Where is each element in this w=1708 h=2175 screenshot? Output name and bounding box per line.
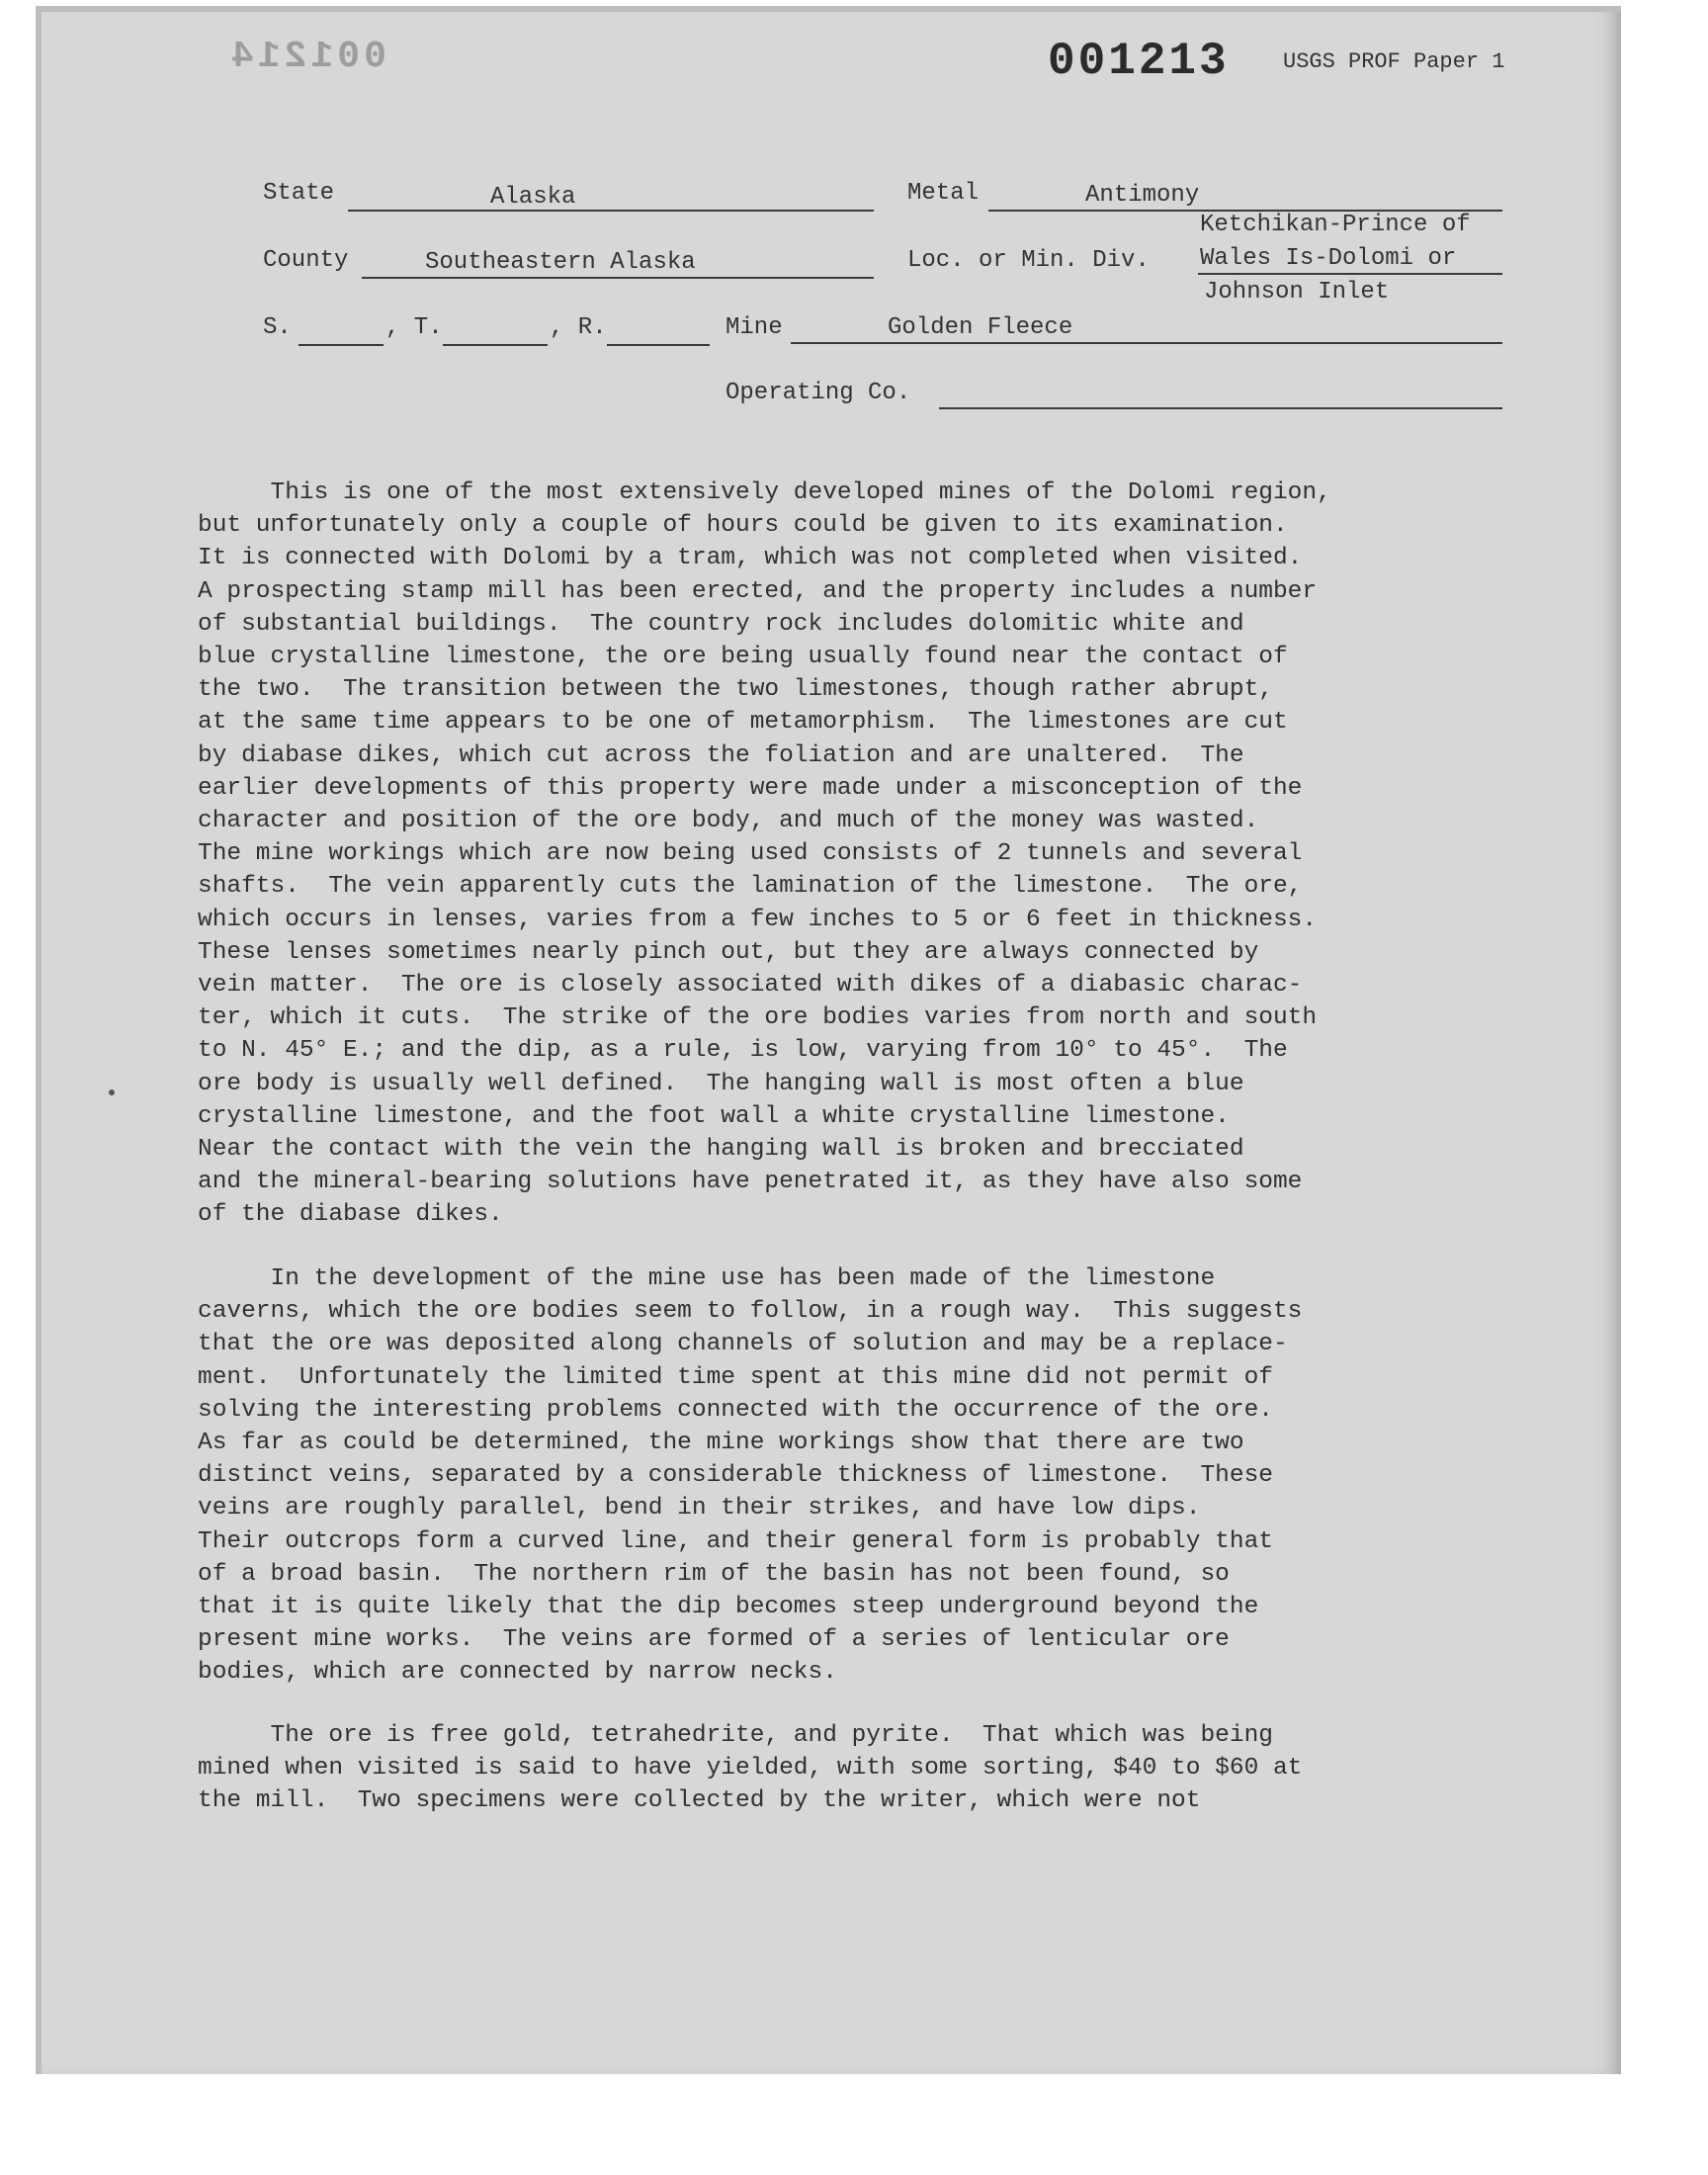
text-line: These lenses sometimes nearly pinch out, but they are always connected by <box>198 938 1259 966</box>
text-line: that it is quite likely that the dip becomes steep underground beyond the <box>198 1594 1259 1620</box>
operating-co-label: Operating Co. <box>726 380 911 406</box>
text-line: ter, which it cuts. The strike of the ore bodies varies from north and south <box>198 1004 1318 1032</box>
county-label: County <box>263 247 349 274</box>
text-line: This is one of the most extensively developed mines of the Dolomi region, <box>198 479 1331 506</box>
text-line: vein matter. The ore is closely associated with dikes of a diabasic charac- <box>198 972 1303 999</box>
range-label: , R. <box>550 314 607 341</box>
text-line: that the ore was deposited along channels of solution and may be a replace- <box>198 1331 1288 1358</box>
range-field-line <box>607 344 710 346</box>
text-line: The mine workings which are now being used consists of 2 tunnels and several <box>198 840 1303 868</box>
text-line: of a broad basin. The northern rim of the basin has not been found, so <box>198 1560 1230 1588</box>
text-line: solving the interesting problems connected with the occurrence of the ore. <box>198 1396 1273 1424</box>
text-line: character and position of the ore body, and much of the money was wasted. <box>198 808 1259 834</box>
text-line: which occurs in lenses, varies from a few inches to 5 or 6 feet in thickness. <box>198 906 1318 933</box>
state-value: Alaska <box>490 184 576 211</box>
text-line: It is connected with Dolomi by a tram, which was not completed when visited. <box>198 545 1303 572</box>
section-label: S. <box>263 314 292 341</box>
text-line: caverns, which the ore bodies seem to follow, in a rough way. This suggests <box>198 1298 1303 1326</box>
text-line: of the diabase dikes. <box>198 1201 503 1229</box>
text-line: to N. 45° E.; and the dip, as a rule, is low, varying from 10° to 45°. The <box>198 1037 1288 1065</box>
text-line: by diabase dikes, which cut across the foliation and are unaltered. The <box>198 741 1244 769</box>
text-line: The ore is free gold, tetrahedrite, and pyrite. That which was being <box>198 1722 1273 1749</box>
text-line: As far as could be determined, the mine workings show that there are two <box>198 1430 1244 1456</box>
text-line: mined when visited is said to have yielded, with some sorting, $40 to $60 at <box>198 1755 1303 1783</box>
mine-field-line <box>791 342 1502 344</box>
text-line: distinct veins, separated by a considerable thickness of limestone. These <box>198 1462 1273 1490</box>
county-value: Southeastern Alaska <box>425 249 696 276</box>
text-line: at the same time appears to be one of metamorphism. The limestones are cut <box>198 709 1288 737</box>
text-line: In the development of the mine use has been made of the limestone <box>198 1265 1216 1292</box>
section-field-line <box>299 344 384 346</box>
text-line: bodies, which are connected by narrow necks. <box>198 1659 837 1687</box>
text-line: of substantial buildings. The country rock includes dolomitic white and <box>198 610 1244 638</box>
mine-label: Mine <box>726 314 783 341</box>
document-number: 001213 <box>1048 36 1230 87</box>
text-line: Near the contact with the vein the hanging wall is broken and brecciated <box>198 1136 1244 1163</box>
reference-label: USGS PROF Paper 1 <box>1283 49 1505 74</box>
text-line: veins are roughly parallel, bend in their strikes, and have low dips. <box>198 1495 1201 1522</box>
text-line: A prospecting stamp mill has been erected, and the property includes a number <box>198 577 1318 605</box>
loc-value-line-2: Wales Is-Dolomi or <box>1200 245 1457 272</box>
text-line: earlier developments of this property were made under a misconception of the <box>198 774 1303 802</box>
text-line: shafts. The vein apparently cuts the lamination of the limestone. The ore, <box>198 873 1303 901</box>
text-line: blue crystalline limestone, the ore being usually found near the contact of <box>198 644 1288 670</box>
state-field-line <box>348 210 874 212</box>
operating-co-field-line <box>939 407 1502 409</box>
text-line: and the mineral-bearing solutions have penetrated it, as they have also some <box>198 1169 1303 1196</box>
loc-value-line-1: Ketchikan-Prince of <box>1200 212 1471 238</box>
text-line: present mine works. The veins are formed of a series of lenticular ore <box>198 1626 1230 1654</box>
metal-value: Antimony <box>1085 182 1200 209</box>
loc-value-line-3: Johnson Inlet <box>1204 279 1390 305</box>
state-label: State <box>263 180 335 207</box>
county-field-line <box>362 277 874 279</box>
text-line: but unfortunately only a couple of hours could be given to its examination. <box>198 512 1288 540</box>
margin-speck <box>109 1089 115 1095</box>
text-line: Their outcrops form a curved line, and their general form is probably that <box>198 1527 1273 1555</box>
loc-field-line <box>1198 273 1502 275</box>
text-line: ore body is usually well defined. The hanging wall is most often a blue <box>198 1070 1244 1097</box>
text-line: ment. Unfortunately the limited time spent at this mine did not permit of <box>198 1363 1273 1391</box>
township-field-line <box>443 344 548 346</box>
mine-value: Golden Fleece <box>888 314 1073 341</box>
text-line: the mill. Two specimens were collected by the writer, which were not <box>198 1787 1201 1815</box>
township-label: , T. <box>385 314 443 341</box>
text-line: crystalline limestone, and the foot wall a white crystalline limestone. <box>198 1102 1230 1130</box>
metal-label: Metal <box>907 180 980 207</box>
body-text <box>198 477 1522 1821</box>
loc-label: Loc. or Min. Div. <box>907 247 1150 274</box>
text-line: the two. The transition between the two limestones, though rather abrupt, <box>198 676 1273 704</box>
faint-document-number: 001214 <box>227 36 386 78</box>
